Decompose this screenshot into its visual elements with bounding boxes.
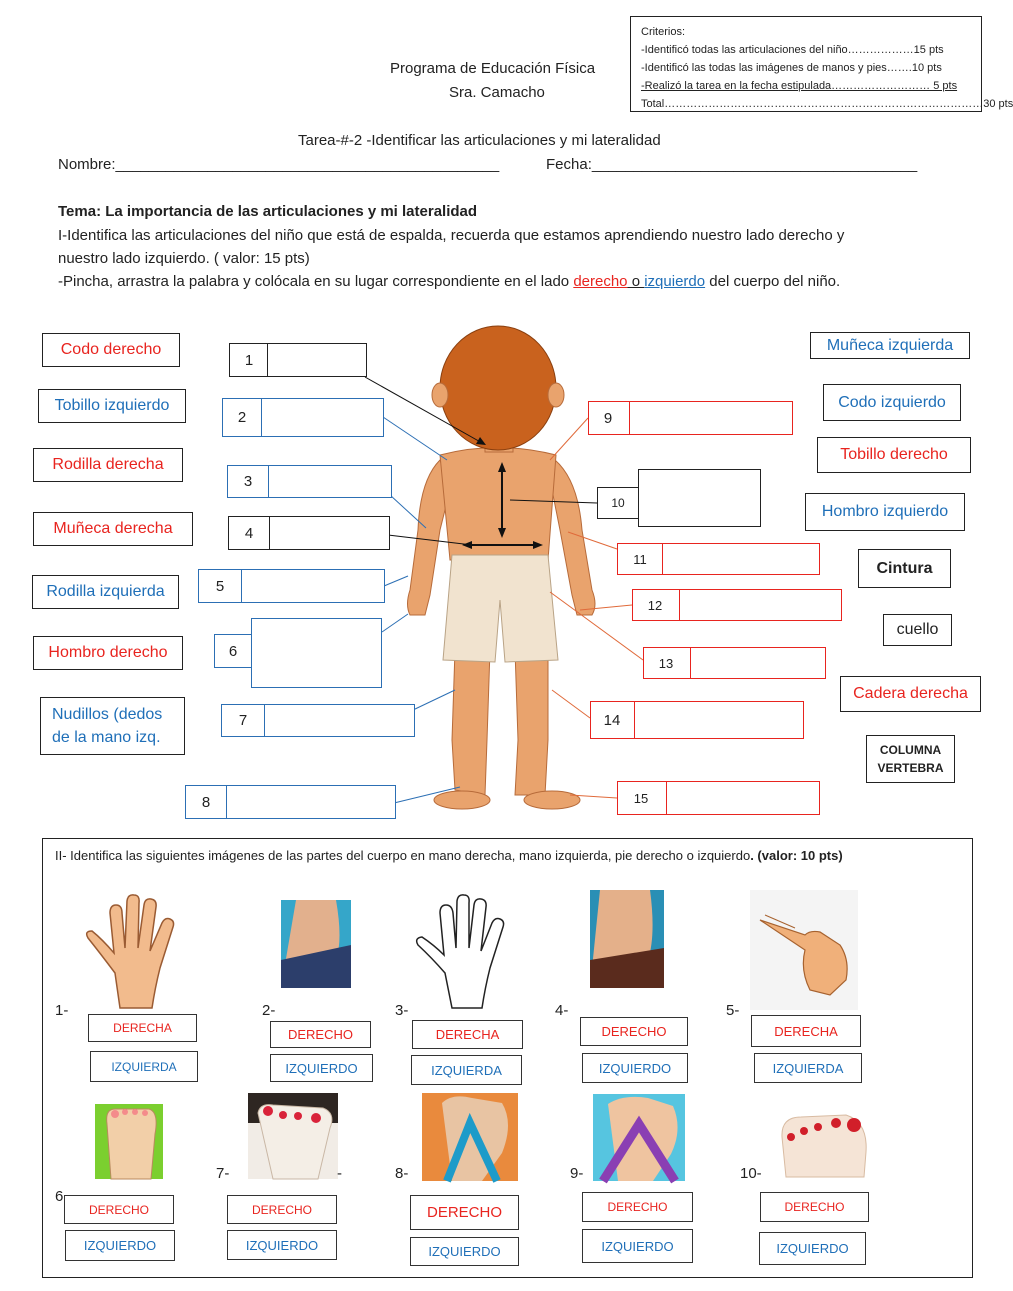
- instruction-line: nuestro lado izquierdo. ( valor: 15 pts): [58, 250, 310, 267]
- joint-box-5[interactable]: [198, 569, 384, 603]
- joint-number: 2: [237, 409, 247, 426]
- word-cintura[interactable]: Cintura: [858, 549, 951, 588]
- item-number: 9-: [570, 1165, 584, 1182]
- joint-number: 1: [244, 351, 254, 369]
- word-nudillos-line: Nudillos (dedos: [52, 706, 163, 723]
- foot-image-6: [95, 1104, 163, 1179]
- word-nudillos[interactable]: [40, 697, 185, 755]
- word-codo-izquierdo[interactable]: Codo izquierdo: [823, 384, 961, 421]
- answer-left[interactable]: IZQUIERDA: [90, 1051, 198, 1082]
- joint-box-9[interactable]: [588, 401, 792, 435]
- item-number: 8-: [395, 1165, 409, 1182]
- joint-box-2[interactable]: [222, 398, 383, 437]
- joint-number: 11: [633, 551, 647, 567]
- criteria-line: -Identificó las todas las imágenes de manos y pies…….10 pts: [641, 62, 942, 74]
- joint-box-6[interactable]: [214, 618, 382, 688]
- joint-drop-zone[interactable]: [264, 704, 415, 737]
- joint-number: 14: [603, 711, 621, 729]
- section2-value: . (valor: 10 pts): [750, 848, 843, 863]
- joint-drop-zone[interactable]: [629, 401, 793, 435]
- answer-left[interactable]: IZQUIERDO: [270, 1054, 373, 1082]
- joint-number: 6: [214, 634, 252, 668]
- word-tobillo-derecho[interactable]: Tobillo derecho: [817, 437, 971, 473]
- word-hombro-izquierdo[interactable]: Hombro izquierdo: [805, 493, 965, 531]
- word-cadera-derecha[interactable]: Cadera derecha: [840, 676, 981, 712]
- joint-drop-zone[interactable]: [662, 543, 820, 575]
- joint-drop-zone[interactable]: [267, 343, 367, 377]
- word-nudillos-line: de la mano izq.: [52, 729, 161, 746]
- date-label[interactable]: Fecha:_______________________________________: [546, 156, 918, 173]
- word-tobillo-izquierdo[interactable]: Tobillo izquierdo: [38, 389, 186, 423]
- answer-right[interactable]: DERECHO: [582, 1192, 693, 1222]
- answer-right[interactable]: DERECHO: [270, 1021, 371, 1048]
- boy-left-foot: [434, 791, 490, 809]
- section2-instruction: [55, 848, 843, 863]
- answer-right[interactable]: DERECHO: [580, 1017, 688, 1046]
- word-columna-vertebra[interactable]: [866, 735, 955, 783]
- hand-image-3: [412, 893, 522, 1013]
- joint-box-12[interactable]: [632, 589, 841, 621]
- joint-box-10[interactable]: [597, 469, 761, 527]
- word-rodilla-derecha[interactable]: Rodilla derecha: [33, 448, 183, 482]
- criteria-line: -Realizó la tarea en la fecha estipulada……………………… 5 pts: [641, 80, 958, 92]
- answer-right[interactable]: DERECHO: [760, 1192, 869, 1222]
- word-hombro-derecho[interactable]: Hombro derecho: [33, 636, 183, 670]
- instruction-text: -Pincha, arrastra la palabra y colócala en su lugar correspondiente en el lado: [58, 273, 574, 290]
- answer-left[interactable]: IZQUIERDO: [582, 1229, 693, 1263]
- boy-right-ear: [548, 383, 564, 407]
- answer-right[interactable]: DERECHO: [64, 1195, 174, 1224]
- foot-image-7: [248, 1093, 338, 1179]
- hand-image-5: [750, 890, 858, 1010]
- answer-left[interactable]: IZQUIERDO: [410, 1237, 519, 1266]
- answer-right[interactable]: DERECHO: [410, 1195, 519, 1230]
- joint-box-14[interactable]: [590, 701, 803, 739]
- joint-box-1[interactable]: [229, 343, 366, 377]
- boy-left-leg: [452, 650, 490, 795]
- joint-box-4[interactable]: [228, 516, 389, 550]
- item-number: 10-: [740, 1165, 762, 1182]
- name-label[interactable]: Nombre:______________________________________________: [58, 156, 500, 173]
- answer-left[interactable]: IZQUIERDO: [582, 1053, 688, 1083]
- criteria-line: Total……………………………………………………………………………30 pts: [641, 98, 1013, 110]
- foot-image-10: [776, 1097, 872, 1177]
- word-izquierdo: izquierdo: [644, 273, 706, 290]
- joint-number: 10: [597, 487, 639, 519]
- word-muneca-derecha[interactable]: Muñeca derecha: [33, 512, 193, 546]
- word-rodilla-izquierda[interactable]: Rodilla izquierda: [32, 575, 179, 609]
- foot-image-9: [593, 1094, 685, 1181]
- item-number: 2-: [262, 1002, 276, 1019]
- joint-number: 4: [244, 524, 254, 542]
- joint-drop-zone[interactable]: [666, 781, 820, 815]
- boy-right-arm: [552, 460, 595, 615]
- item-number: 1-: [55, 1002, 69, 1019]
- task-title: Tarea-#-2 -Identificar las articulaciones y mi lateralidad: [298, 132, 661, 149]
- answer-right[interactable]: DERECHA: [751, 1015, 861, 1047]
- topic-heading: Tema: La importancia de las articulaciones y mi lateralidad: [58, 203, 478, 220]
- word-columna-line: COLUMNA: [879, 743, 942, 757]
- joint-number: 3: [243, 473, 253, 490]
- answer-right[interactable]: DERECHA: [412, 1020, 523, 1049]
- joint-drop-zone[interactable]: [690, 647, 826, 679]
- joint-box-3[interactable]: [227, 465, 391, 498]
- word-codo-derecho[interactable]: Codo derecho: [42, 333, 180, 367]
- item-number: 5-: [726, 1002, 740, 1019]
- answer-right[interactable]: DERECHO: [227, 1195, 337, 1224]
- word-derecho: derecho: [573, 273, 628, 290]
- answer-left[interactable]: IZQUIERDO: [65, 1230, 175, 1261]
- boy-right-leg: [515, 650, 548, 795]
- joint-box-7[interactable]: [221, 704, 414, 737]
- joint-drop-zone[interactable]: [261, 398, 384, 437]
- joint-number: 8: [201, 793, 211, 811]
- answer-right[interactable]: DERECHA: [88, 1014, 197, 1042]
- item-number: 4-: [555, 1002, 569, 1019]
- joint-drop-zone[interactable]: [268, 465, 392, 498]
- answer-left[interactable]: IZQUIERDA: [411, 1055, 522, 1085]
- word-o: o: [627, 273, 645, 290]
- item-number: 7-: [216, 1165, 230, 1182]
- program-title: Programa de Educación Física: [390, 60, 596, 77]
- joint-drop-zone[interactable]: [269, 516, 390, 550]
- answer-left[interactable]: IZQUIERDO: [227, 1230, 337, 1260]
- answer-left[interactable]: IZQUIERDO: [759, 1232, 866, 1265]
- joint-drop-zone[interactable]: [679, 589, 842, 621]
- joint-number: 7: [238, 712, 248, 729]
- joint-number: 5: [215, 577, 225, 595]
- joint-number: 15: [633, 790, 649, 806]
- hand-image-1: [80, 893, 190, 1011]
- answer-left[interactable]: IZQUIERDA: [754, 1053, 862, 1083]
- joint-drop-zone[interactable]: [226, 785, 396, 819]
- joint-drop-zone[interactable]: [634, 701, 804, 739]
- foot-image-4: [590, 890, 664, 988]
- item-number: 6: [55, 1188, 64, 1205]
- item-number: 3-: [395, 1002, 409, 1019]
- word-cuello[interactable]: cuello: [883, 614, 952, 646]
- section2-text: II- Identifica las siguientes imágenes de las partes del cuerpo en mano derecha, mano izquierda, pie derecho o izquierdo: [55, 848, 751, 863]
- joint-box-8[interactable]: [185, 785, 395, 819]
- boy-shorts: [443, 555, 558, 662]
- joint-box-11[interactable]: [617, 543, 819, 575]
- joint-box-13[interactable]: [643, 647, 825, 679]
- word-muneca-izquierda[interactable]: Muñeca izquierda: [810, 332, 970, 359]
- trailing-dash: -: [337, 1165, 342, 1182]
- instruction-text: del cuerpo del niño.: [705, 273, 841, 290]
- teacher-name: Sra. Camacho: [449, 84, 545, 101]
- boy-left-ear: [432, 383, 448, 407]
- word-columna-line: VERTEBRA: [877, 761, 944, 775]
- criteria-title: Criterios:: [641, 26, 686, 38]
- foot-image-8: [422, 1093, 518, 1181]
- joint-drop-zone[interactable]: [251, 618, 382, 688]
- instruction-line: I-Identifica las articulaciones del niño que está de espalda, recuerda que estamos aprendiendo nuestro lado derecho y: [58, 227, 845, 244]
- joint-number: 13: [658, 655, 674, 671]
- joint-number: 9: [603, 409, 613, 427]
- joint-number: 12: [647, 597, 663, 613]
- joint-drop-zone[interactable]: [638, 469, 761, 527]
- joint-box-15[interactable]: [617, 781, 819, 815]
- criteria-line: -Identificó todas las articulaciones del niño………………15 pts: [641, 44, 944, 56]
- joint-drop-zone[interactable]: [241, 569, 385, 603]
- foot-image-2: [281, 900, 351, 988]
- boy-head: [440, 326, 556, 450]
- boy-right-foot: [524, 791, 580, 809]
